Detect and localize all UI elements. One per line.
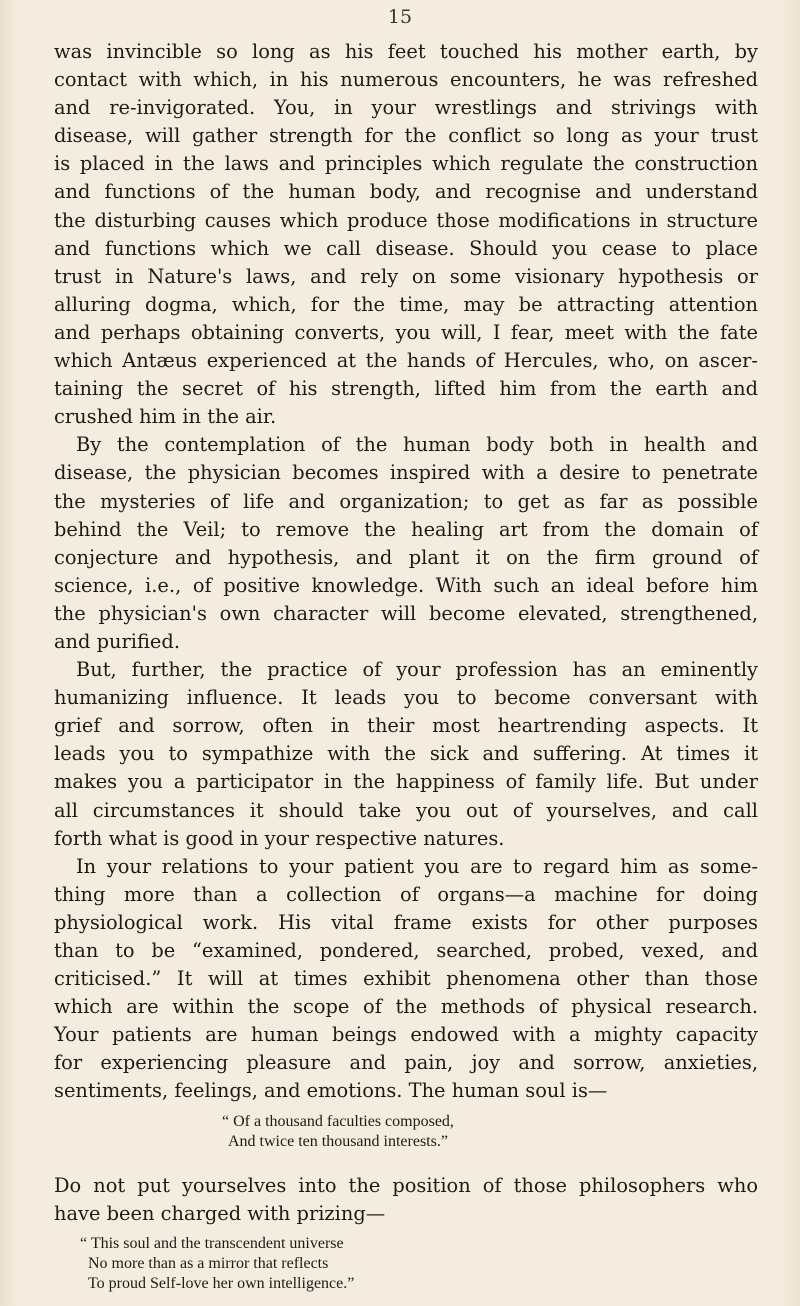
paragraph bbox=[54, 853, 758, 1106]
text-line: criticised.” It will at times exhibit phenomena other than those bbox=[54, 967, 758, 991]
text-line: humanizing influence. It leads you to become conversant with bbox=[54, 686, 758, 710]
text-line: grief and sorrow, often in their most heartrending aspects. It bbox=[54, 714, 758, 738]
text-line: makes you a participator in the happiness of family life. But under bbox=[54, 770, 758, 794]
verse-line: No more than as a mirror that reflects bbox=[88, 1254, 329, 1272]
text-line: the physician's own character will become elevated, strengthened, bbox=[54, 601, 758, 625]
text-line: the disturbing causes which produce those modifications in structure bbox=[54, 208, 758, 232]
text-line: conjecture and hypothesis, and plant it on the firm ground of bbox=[54, 545, 758, 569]
verse-line: “ This soul and the transcendent universe bbox=[80, 1234, 344, 1252]
text-line: for experiencing pleasure and pain, joy and sorrow, anxieties, bbox=[54, 1051, 758, 1075]
text-line: trust in Nature's laws, and rely on some visionary hypothesis or bbox=[54, 264, 758, 288]
paragraph bbox=[54, 656, 758, 853]
text-line: and purified. bbox=[54, 629, 180, 653]
text-line: But, further, the practice of your profession has an eminently bbox=[76, 658, 758, 682]
page-number: 15 bbox=[387, 6, 413, 28]
text-line: behind the Veil; to remove the healing art from the domain of bbox=[54, 517, 758, 541]
paragraph bbox=[54, 431, 758, 656]
text-line: forth what is good in your respective natures. bbox=[54, 826, 505, 850]
verse-line: “ Of a thousand faculties composed, bbox=[222, 1112, 454, 1130]
text-line: than to be “examined, pondered, searched, probed, vexed, and bbox=[54, 939, 758, 962]
text-line: In your relations to your patient you are to regard him as some- bbox=[76, 854, 758, 878]
text-line: contact with which, in his numerous encounters, he was refreshed bbox=[54, 68, 758, 92]
text-line: the mysteries of life and organization; to get as far as possible bbox=[54, 489, 758, 513]
text-line: which are within the scope of the methods of physical research. bbox=[54, 995, 758, 1019]
paragraph bbox=[54, 38, 758, 431]
text-line: which Antæus experienced at the hands of Hercules, who, on ascer- bbox=[54, 349, 758, 373]
text-line: alluring dogma, which, for the time, may be attracting attention bbox=[54, 292, 758, 316]
text-line: Your patients are human beings endowed with a mighty capacity bbox=[54, 1023, 758, 1047]
text-line: leads you to sympathize with the sick and suffering. At times it bbox=[54, 742, 758, 766]
spacer bbox=[54, 1158, 758, 1172]
text-line: By the contemplation of the human body both in health and bbox=[76, 433, 758, 457]
text-line: disease, the physician becomes inspired with a desire to penetrate bbox=[54, 461, 758, 485]
text-line: was invincible so long as his feet touched his mother earth, by bbox=[54, 40, 758, 63]
text-line: science, i.e., of positive knowledge. With such an ideal before him bbox=[54, 573, 758, 597]
text-line: physiological work. His vital frame exists for other purposes bbox=[54, 910, 758, 934]
verse-line: And twice ten thousand interests.” bbox=[228, 1132, 448, 1150]
verse-quote bbox=[222, 1112, 758, 1152]
text-line: and functions which we call disease. Should you cease to place bbox=[54, 236, 758, 260]
verse-quote bbox=[80, 1234, 758, 1294]
text-line: taining the secret of his strength, lifted him from the earth and bbox=[54, 377, 758, 401]
text-line: have been charged with prizing— bbox=[54, 1201, 386, 1225]
body-text bbox=[54, 38, 758, 1294]
text-line: and perhaps obtaining converts, you will, I fear, meet with the fate bbox=[54, 320, 758, 344]
verse-line: To proud Self-love her own intelligence.” bbox=[88, 1274, 355, 1292]
text-line: is placed in the laws and principles which regulate the construction bbox=[54, 152, 758, 176]
text-line: Do not put yourselves into the position of those philosophers who bbox=[54, 1173, 758, 1197]
paragraph bbox=[54, 1172, 758, 1228]
text-line: thing more than a collection of organs—a machine for doing bbox=[54, 882, 758, 906]
text-line: crushed him in the air. bbox=[54, 405, 277, 429]
text-line: and re-invigorated. You, in your wrestlings and strivings with bbox=[54, 96, 758, 120]
text-line: and functions of the human body, and recognise and understand bbox=[54, 180, 758, 204]
text-line: disease, will gather strength for the conflict so long as your trust bbox=[54, 124, 758, 148]
text-line: sentiments, feelings, and emotions. The human soul is— bbox=[54, 1079, 608, 1103]
text-line: all circumstances it should take you out of yourselves, and call bbox=[54, 798, 758, 822]
